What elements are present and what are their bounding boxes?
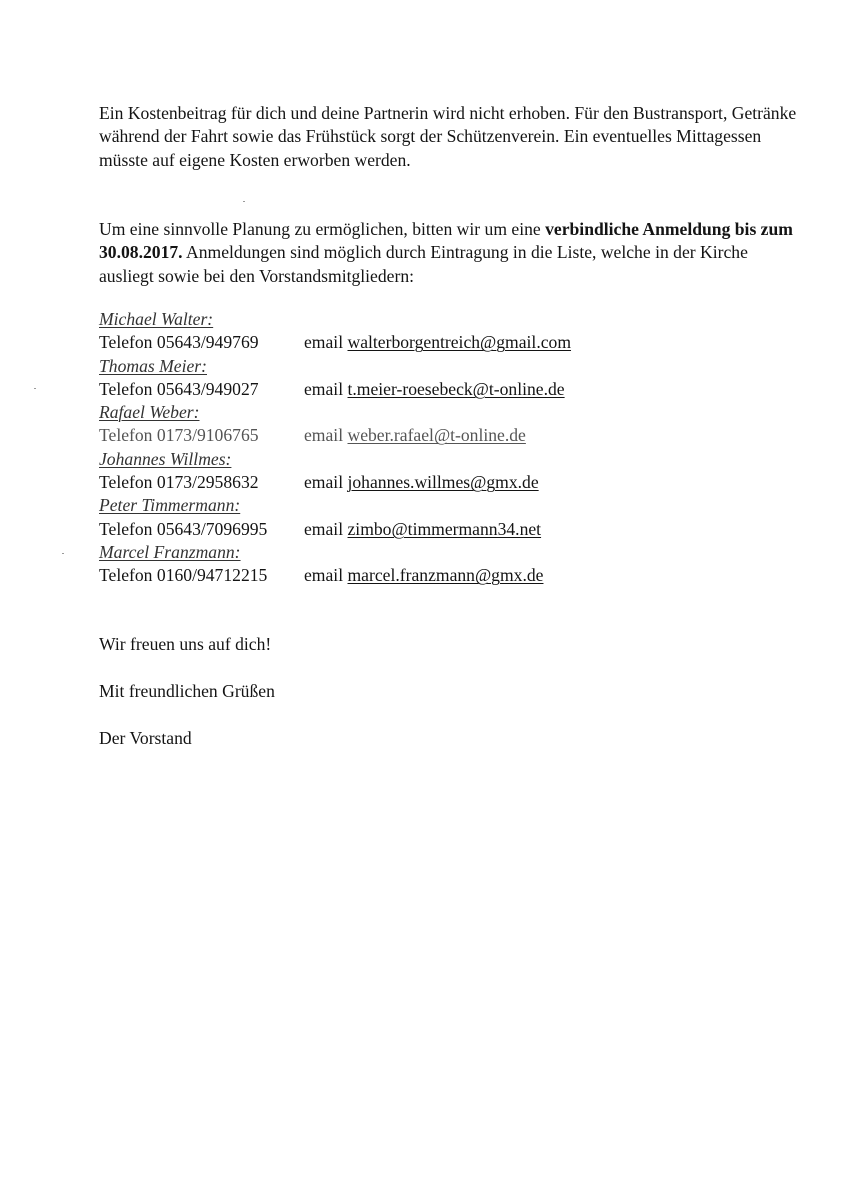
contact-line xyxy=(99,331,799,354)
phone-number: 0160/94712215 xyxy=(156,565,268,586)
scan-speck xyxy=(62,553,64,554)
scan-speck xyxy=(34,388,36,389)
email-label: email xyxy=(304,472,344,493)
contact-name: Johannes Willmes: xyxy=(99,448,232,469)
email-label: email xyxy=(304,378,344,399)
email-link[interactable]: weber.rafael@t-online.de xyxy=(347,425,526,446)
contact-phone xyxy=(99,378,304,401)
email-label: email xyxy=(304,425,344,446)
contact-phone xyxy=(99,331,304,354)
phone-number: 05643/7096995 xyxy=(156,518,268,539)
phone-label: Telefon xyxy=(99,472,153,493)
contact-line xyxy=(99,518,799,541)
email-link[interactable]: johannes.willmes@gmx.de xyxy=(347,472,539,493)
phone-label: Telefon xyxy=(99,425,153,446)
phone-label: Telefon xyxy=(99,378,153,399)
contact-name: Thomas Meier: xyxy=(99,355,207,376)
phone-label: Telefon xyxy=(99,518,153,539)
contact-phone xyxy=(99,518,304,541)
contact-line xyxy=(99,378,799,401)
contact-line xyxy=(99,471,799,494)
email-link[interactable]: zimbo@timmermann34.net xyxy=(347,518,542,539)
contact-name: Peter Timmermann: xyxy=(99,495,241,516)
scan-speck xyxy=(243,201,245,202)
registration-text-end: Anmeldungen sind möglich durch Eintragung in die Liste, welche in der Kirche ausliegt sowie bei den Vorstandsmitgliedern: xyxy=(99,242,748,286)
phone-number: 05643/949027 xyxy=(156,378,259,399)
registration-text-start: Um eine sinnvolle Planung zu ermöglichen, bitten wir um eine xyxy=(99,219,546,239)
email-link[interactable]: marcel.franzmann@gmx.de xyxy=(347,565,544,586)
contact-phone xyxy=(99,424,304,447)
phone-number: 05643/949769 xyxy=(156,332,259,353)
contact-name: Marcel Franzmann: xyxy=(99,541,241,562)
email-label: email xyxy=(304,518,344,539)
registration-deadline: verbindliche Anmeldung bis zum 30.08.2017. xyxy=(99,219,793,263)
contact-list xyxy=(99,308,799,588)
closing-signature: Der Vorstand xyxy=(99,728,192,748)
contact-line xyxy=(99,564,799,587)
email-label: email xyxy=(304,332,344,353)
registration-paragraph xyxy=(99,218,799,288)
phone-label: Telefon xyxy=(99,332,153,353)
email-link[interactable]: walterborgentreich@gmail.com xyxy=(347,332,572,353)
contact-name: Rafael Weber: xyxy=(99,402,200,423)
email-label: email xyxy=(304,565,344,586)
contact-line xyxy=(99,424,799,447)
cost-paragraph: Ein Kostenbeitrag für dich und deine Partnerin wird nicht erhoben. Für den Bustransport, Getränke während der Fahrt sowie das Frühstück sorgt der Schützenverein. Ein eventuelles Mittagessen müsste auf eigene Kosten erworben werden. xyxy=(99,103,797,170)
phone-number: 0173/2958632 xyxy=(156,472,259,493)
closing-greeting: Wir freuen uns auf dich! xyxy=(99,634,272,654)
phone-label: Telefon xyxy=(99,565,153,586)
contact-phone xyxy=(99,471,304,494)
closing-salutation: Mit freundlichen Grüßen xyxy=(99,681,275,701)
contact-name: Michael Walter: xyxy=(99,309,214,329)
phone-number: 0173/9106765 xyxy=(156,425,259,446)
email-link[interactable]: t.meier-roesebeck@t-online.de xyxy=(347,378,565,399)
contact-phone xyxy=(99,564,304,587)
